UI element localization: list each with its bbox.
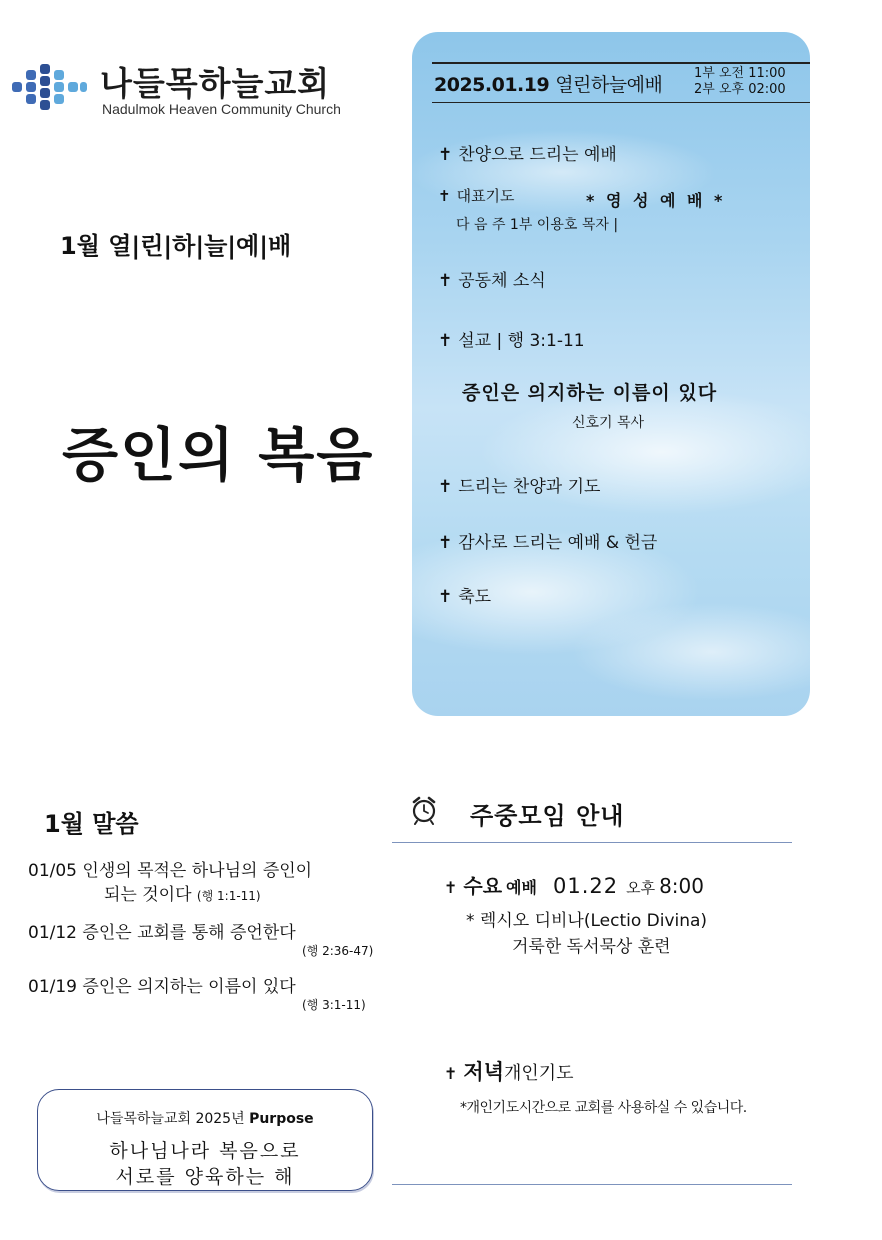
order-item-praise-prayer (438, 472, 600, 497)
service-label: 예배 (506, 878, 537, 897)
verse-date: 01/19 (28, 977, 77, 997)
evening-prayer-note: *개인기도시간으로 교회를 사용하실 수 있습니다. (460, 1100, 747, 1116)
order-item-label: 축도 (458, 587, 492, 607)
order-item-label: 공동체 소식 (458, 271, 546, 291)
meetings-divider-bottom (392, 1184, 792, 1185)
cross-icon: ✝ (438, 331, 453, 351)
order-of-worship-panel (412, 32, 810, 716)
verse-reference: (행 2:36-47) (302, 944, 374, 958)
wednesday-label: 수요 (463, 874, 503, 898)
verse-date: 01/12 (28, 923, 77, 943)
order-item-sermon (438, 326, 585, 351)
evening-prayer (444, 1056, 574, 1086)
preacher-name: 신호기 목사 (572, 415, 645, 431)
order-item-label: 감사로 드리는 예배 & 헌금 (458, 533, 658, 553)
wednesday-time: 8:00 (659, 874, 704, 898)
wednesday-date: 01.22 (552, 874, 619, 898)
header-rule-top (432, 62, 810, 64)
alarm-clock-icon (410, 795, 438, 825)
verse-text: 인생의 목적은 하나님의 증인이 (82, 861, 313, 881)
church-name: 나들목하늘교회 (100, 64, 331, 103)
yearly-purpose-box (37, 1089, 373, 1191)
verse-item (28, 972, 296, 997)
order-item-label: 찬양으로 드리는 예배 (458, 145, 617, 165)
cross-icon: ✝ (444, 1064, 458, 1083)
purpose-heading (38, 1108, 372, 1128)
lectio-divina-line: * 렉시오 디비나(Lectio Divina) (466, 911, 708, 931)
month-service-title: 1월 열|린|하|늘|예|배 (60, 232, 292, 260)
service-times (694, 66, 786, 98)
wednesday-service (444, 870, 704, 899)
purpose-line-1: 하나님나라 복음으로 (109, 1140, 301, 1162)
church-name-english: Nadulmok Heaven Community Church (102, 101, 341, 117)
service-date (434, 70, 662, 97)
order-item-prayer (438, 185, 515, 206)
verse-text-line2: 되는 것이다 (104, 885, 192, 905)
cross-icon: ✝ (438, 187, 451, 205)
verse-text: 증인은 교회를 통해 증언한다 (82, 923, 296, 943)
cross-icon: ✝ (438, 587, 453, 607)
personal-prayer-label: 개인기도 (503, 1063, 574, 1084)
order-item-label: 드리는 찬양과 기도 (458, 477, 601, 497)
order-item-label: 설교 | 행 3:1-11 (458, 331, 585, 351)
sermon-title: 증인은 의지하는 이름이 있다 (462, 382, 718, 404)
cross-icon: ✝ (438, 145, 453, 165)
verse-item (28, 856, 312, 881)
wednesday-ampm: 오후 (626, 879, 656, 897)
verse-date: 01/05 (28, 861, 77, 881)
cross-icon: ✝ (438, 533, 453, 553)
order-item-benediction (438, 582, 491, 607)
service-name: 열린하늘예배 (555, 74, 663, 96)
service-date-value: 2025.01.19 (434, 74, 550, 96)
verse-reference: (행 1:1-11) (196, 889, 261, 903)
cross-icon: ✝ (444, 878, 458, 897)
weekday-meetings-title: 주중모임 안내 (470, 802, 625, 830)
verse-reference: (행 3:1-11) (302, 998, 366, 1012)
verse-item-continued (104, 880, 261, 905)
cross-icon: ✝ (438, 477, 453, 497)
order-item-offering (438, 528, 657, 553)
meetings-divider-top (392, 842, 792, 843)
church-logo-icon (10, 62, 88, 114)
monthly-words-title: 1월 말씀 (44, 810, 139, 838)
cross-icon: ✝ (438, 271, 453, 291)
first-service-time: 1부 오전 11:00 (694, 66, 786, 81)
lectio-divina-desc: 거룩한 독서묵상 훈련 (512, 937, 671, 957)
order-item-label: 대표기도 (456, 187, 515, 205)
second-service-time: 2부 오후 02:00 (694, 82, 786, 97)
purpose-line-2: 서로를 양육하는 해 (115, 1166, 295, 1188)
order-item-community-news (438, 266, 546, 291)
verse-text: 증인은 의지하는 이름이 있다 (82, 977, 296, 997)
spiritual-service-label: * 영 성 예 배 * (586, 191, 726, 210)
verse-item (28, 918, 296, 943)
order-item-praise (438, 140, 617, 165)
purpose-heading-bold: Purpose (249, 1111, 314, 1127)
purpose-heading-text: 나들목하늘교회 2025년 (96, 1111, 250, 1127)
evening-label: 저녁 (463, 1060, 504, 1084)
header-rule-bottom (432, 102, 810, 103)
sermon-series-title: 증인의 복음 (62, 421, 375, 489)
next-week-prayer: 다 음 주 1부 이용호 목자 | (456, 217, 619, 233)
